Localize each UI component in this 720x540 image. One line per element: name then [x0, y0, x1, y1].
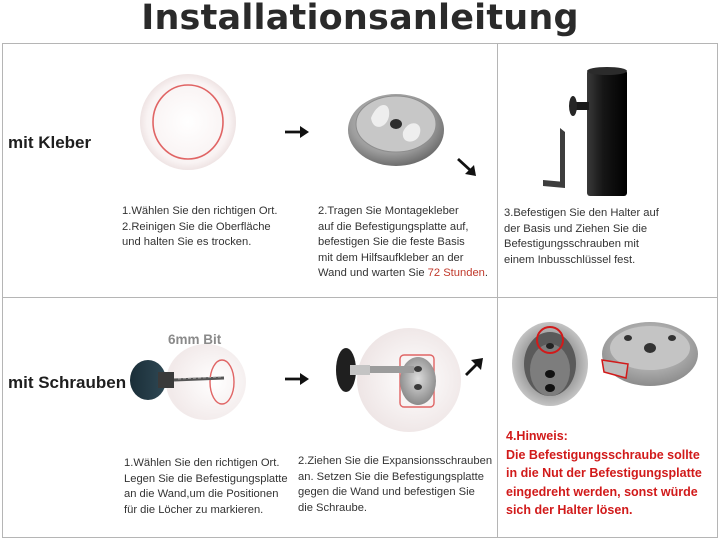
- installation-note: 4.Hinweis: Die Befestigungsschraube sollte in die Nut der Befestigungsplatte eingedreht werden, sonst würde sich der Halter lösen.: [506, 429, 702, 517]
- kleber-step2-text: 2.Tragen Sie Montagekleber auf die Befestigungsplatte auf, befestigen Sie die feste Basis mit dem Hilfsaufkleber an der Wand und warten Sie 72 Stunden.: [318, 205, 489, 279]
- mounting-plate-adhesive-illustration: [343, 80, 453, 170]
- schrauben-step2-text: 2.Ziehen Sie die Expansionsschrauben an. Setzen Sie die Befestigungsplatte gegen die Wand und befestigen Sie die Schraube.: [298, 455, 493, 514]
- arrow-right-icon: [284, 125, 310, 139]
- drill-illustration: [128, 340, 248, 430]
- schrauben-step1-text: 1.Wählen Sie den richtigen Ort. Legen Sie die Befestigungsplatte an die Wand,um die Positionen für die Löcher zu markieren.: [124, 457, 288, 516]
- column-divider: [497, 43, 498, 538]
- kleber-step1-text: 1.Wählen Sie den richtigen Ort. 2.Reinigen Sie die Oberfläche und halten Sie es trocken.: [122, 205, 278, 248]
- fixing-plate-illustration: [598, 320, 708, 400]
- wall-circle-illustration: [138, 72, 238, 172]
- page-title: Installationsanleitung: [141, 0, 579, 38]
- kleber-step3-text: 3.Befestigen Sie den Halter auf der Basis und Ziehen Sie die Befestigungsschrauben mit einem Inbusschlüssel fest.: [504, 207, 659, 266]
- base-cup-illustration: [506, 318, 596, 408]
- holder-hexkey-illustration: [535, 62, 655, 202]
- row-label-schrauben: mit Schrauben: [8, 373, 127, 392]
- arrow-down-right-icon: [456, 156, 478, 178]
- screw-plate-illustration: [334, 325, 464, 435]
- wait-time-highlight: 72 Stunden: [427, 267, 485, 279]
- arrow-right-icon: [284, 372, 310, 386]
- bit-size-label: 6mm Bit: [168, 332, 222, 347]
- arrow-up-right-icon: [463, 356, 485, 378]
- row-label-kleber: mit Kleber: [8, 133, 92, 152]
- row-divider: [2, 297, 718, 298]
